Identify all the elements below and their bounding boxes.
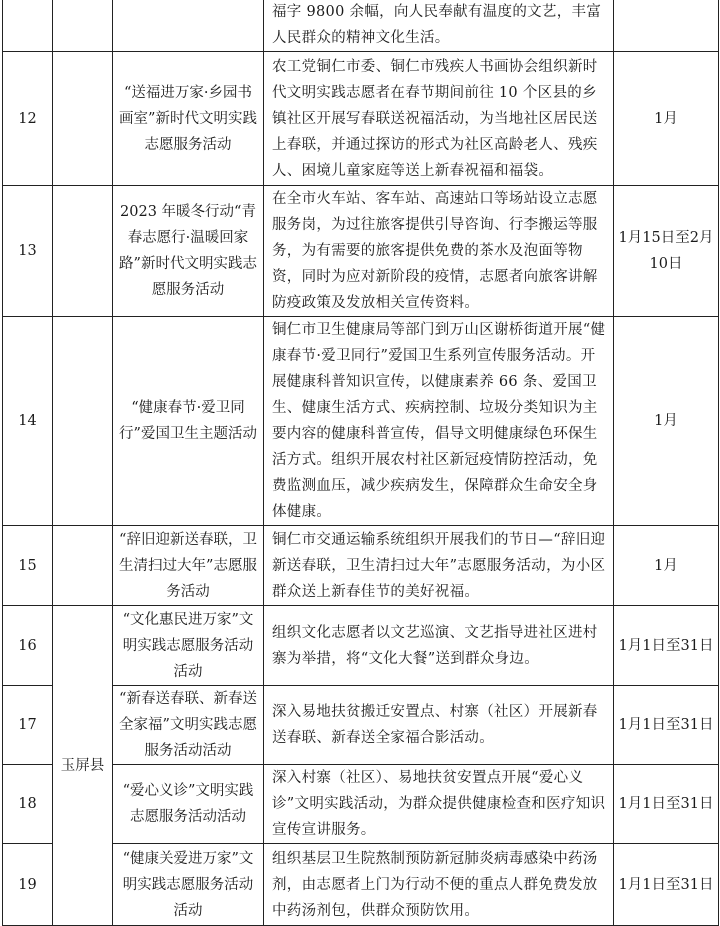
activity-description: 铜仁市交通运输系统组织开展我们的节日—“辞旧迎新送春联，卫生清扫过大年”志愿服务活动，为小区群众送上新春佳节的美好祝福。 — [264, 526, 614, 606]
activity-name: “健康关爱进万家”文明实践志愿服务活动活动 — [113, 844, 264, 926]
activity-description: 深入村寨（社区）、易地扶贫安置点开展“爱心义诊”文明实践活动，为群众提供健康检查和医疗知识宣传宣讲服务。 — [264, 765, 614, 844]
row-number: 17 — [3, 686, 53, 765]
table-row — [3, 526, 719, 606]
table-row — [3, 606, 719, 686]
activity-table — [2, 0, 719, 926]
activity-name: “送福进万家·乡园书画室”新时代文明实践志愿服务活动 — [113, 52, 264, 186]
activity-time: 1月1日至31日 — [614, 686, 719, 765]
row-number: 15 — [3, 526, 53, 606]
table-row — [3, 317, 719, 526]
activity-name — [113, 0, 264, 52]
activity-time: 1月 — [614, 317, 719, 526]
table-row — [3, 52, 719, 186]
activity-name: “文化惠民进万家”文明实践志愿服务活动活动 — [113, 606, 264, 686]
activity-name: “健康春节·爱卫同行”爱国卫生主题活动 — [113, 317, 264, 526]
activity-description: 铜仁市卫生健康局等部门到万山区谢桥街道开展“健康春节·爱卫同行”爱国卫生系列宣传服务活动。开展健康科普知识宣传，以健康素养 66 条、爱国卫生、健康生活方式、疾病控制、垃圾分类知识为主要内容的健康科普宣传，倡导文明健康绿色环保生活方式。组织开展农村社区新冠疫情防控活动，免费监测血压，减少疾病发生，保障群众生命安全身体健康。 — [264, 317, 614, 526]
table-row — [3, 0, 719, 52]
county-cell — [53, 0, 113, 52]
activity-time: 1月 — [614, 52, 719, 186]
row-number: 16 — [3, 606, 53, 686]
row-number: 18 — [3, 765, 53, 844]
row-number: 13 — [3, 186, 53, 317]
activity-description: 组织文化志愿者以文艺巡演、文艺指导进社区进村寨为举措，将“文化大餐”送到群众身边。 — [264, 606, 614, 686]
row-number: 19 — [3, 844, 53, 926]
row-number: 14 — [3, 317, 53, 526]
county-cell — [53, 317, 113, 526]
activity-time: 1月 — [614, 526, 719, 606]
activity-name: 2023 年暖冬行动“青春志愿行·温暖回家路”新时代文明实践志愿服务活动 — [113, 186, 264, 317]
activity-description: 在全市火车站、客车站、高速站口等场站设立志愿服务岗，为过往旅客提供引导咨询、行李搬运等服务，为有需要的旅客提供免费的茶水及泡面等物资，同时为应对新阶段的疫情，志愿者向旅客讲解防疫政策及发放相关宣传资料。 — [264, 186, 614, 317]
county-cell — [53, 186, 113, 317]
activity-time: 1月1日至31日 — [614, 606, 719, 686]
activity-time: 1月1日至31日 — [614, 765, 719, 844]
activity-time — [614, 0, 719, 52]
county-cell — [53, 526, 113, 606]
activity-time: 1月1日至31日 — [614, 844, 719, 926]
row-number: 12 — [3, 52, 53, 186]
county-cell — [53, 52, 113, 186]
row-number — [3, 0, 53, 52]
activity-description: 组织基层卫生院熬制预防新冠肺炎病毒感染中药汤剂，由志愿者上门为行动不便的重点人群免费发放中药汤剂包，供群众预防饮用。 — [264, 844, 614, 926]
activity-description: 农工党铜仁市委、铜仁市残疾人书画协会组织新时代文明实践志愿者在春节期间前往 10 个区县的乡镇社区开展写春联送祝福活动，为当地社区居民送上春联，并通过探访的形式为社区高龄老人、残疾人、困境儿童家庭等送上新春祝福和福袋。 — [264, 52, 614, 186]
activity-name: “新春送春联、新春送全家福”文明实践志愿服务活动活动 — [113, 686, 264, 765]
activity-description: 深入易地扶贫搬迁安置点、村寨（社区）开展新春送春联、新春送全家福合影活动。 — [264, 686, 614, 765]
county-cell: 玉屏县 — [53, 606, 113, 926]
table-row — [3, 186, 719, 317]
activity-name: “爱心义诊”文明实践志愿服务活动活动 — [113, 765, 264, 844]
activity-time: 1月15日至2月10日 — [614, 186, 719, 317]
activity-name: “辞旧迎新送春联，卫生清扫过大年”志愿服务活动 — [113, 526, 264, 606]
activity-description: 福字 9800 余幅，向人民奉献有温度的文艺，丰富人民群众的精神文化生活。 — [264, 0, 614, 52]
